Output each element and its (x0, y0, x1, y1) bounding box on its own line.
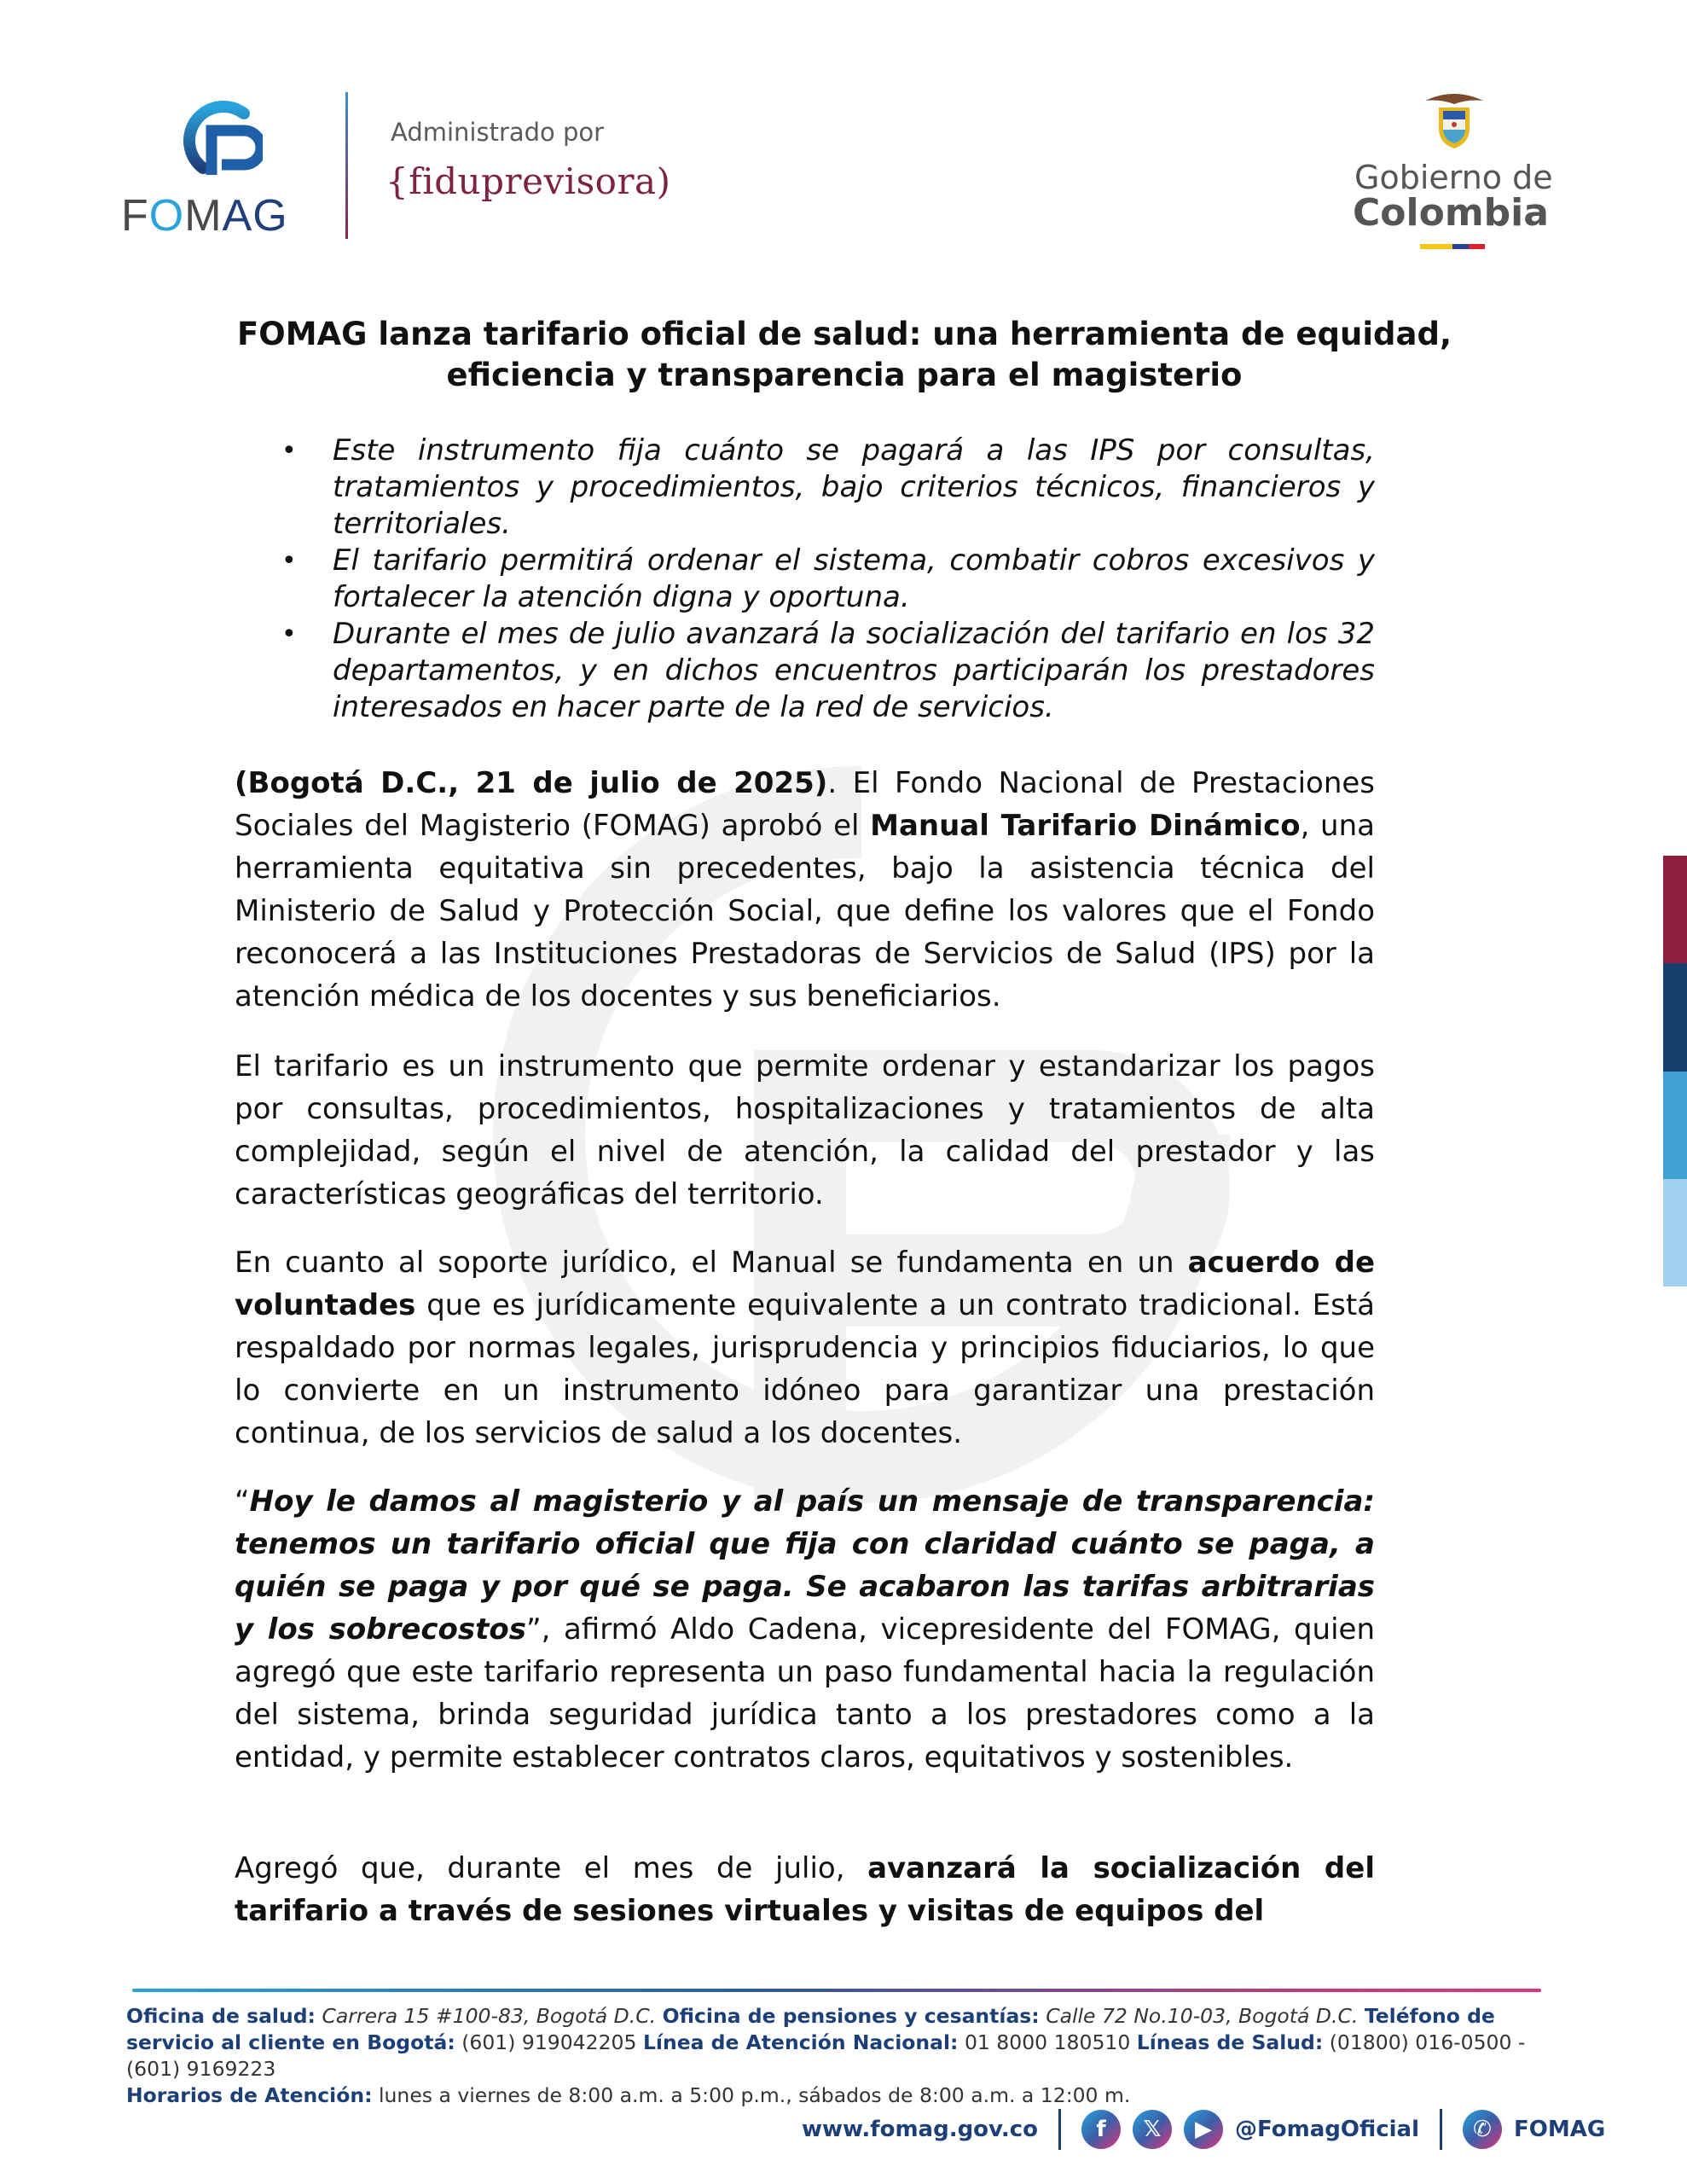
side-bar-light-blue (1663, 1179, 1687, 1287)
bullet-item: • El tarifario permitirá ordenar el sistema, combatir cobros excesivos y fortalecer la atención digna y oportuna. (281, 543, 1375, 616)
text: En cuanto al soporte jurídico, el Manual se fundamenta en un (235, 1246, 1188, 1280)
hours-label: Horarios de Atención: (126, 2083, 373, 2107)
health-office-value: Carrera 15 #100-83, Bogotá D.C. (322, 2004, 657, 2028)
side-color-bar (1663, 856, 1687, 1287)
health-lines-value: (01800) 016-0500 - (601) 9169223 (126, 2030, 1526, 2081)
text: , afirmó Aldo Cadena, vicepresidente del FOMAG, quien agregó que este tarifario representa un paso fundamental hacia la regulación del sistema, brinda seguridad jurídica tanto a los prestadores como a la entidad, y permite establecer contratos claros, equitativos y sostenibles. (235, 1612, 1376, 1774)
national-line-label: Línea de Atención Nacional: (642, 2030, 959, 2054)
side-bar-navy (1663, 963, 1687, 1071)
bold-phrase: acuerdo de voluntades (235, 1246, 1375, 1322)
paragraph-tarifario: El tarifario es un instrumento que permite ordenar y estandarizar los pagos por consultas, procedimientos, hospitalizaciones y tratamientos de alta complejidad, según el nivel de atención, la calidad del prestador y las características geográficas del territorio. (235, 1049, 1375, 1211)
gobierno-colombia-logo (1348, 85, 1569, 256)
open-quote: “ (235, 1484, 250, 1519)
customer-phone-label: Teléfono de servicio al cliente en Bogotá: (126, 2004, 1495, 2054)
administered-by-label: Administrado por (391, 118, 605, 147)
paragraph-intro (235, 762, 1375, 1018)
side-bar-maroon (1663, 856, 1687, 963)
close-quote: ” (525, 1612, 542, 1647)
facebook-icon[interactable]: f (1081, 2110, 1121, 2149)
fiduprevisora-logo: {fiduprevisora) (386, 160, 671, 202)
colombia-flag-bar (1420, 244, 1485, 249)
pensions-office-label: Oficina de pensiones y cesantías: (662, 2004, 1040, 2028)
gov-line2: Colombia (1353, 191, 1549, 235)
x-icon[interactable]: 𝕏 (1133, 2110, 1172, 2149)
text: . El Fondo Nacional de Prestaciones Sociales del Magisterio (FOMAG) aprobó el (235, 766, 1376, 843)
side-bar-blue (1663, 1072, 1687, 1179)
gov-line1: Gobierno de (1354, 159, 1553, 196)
coat-of-arms-icon (1420, 85, 1488, 154)
hours-value: lunes a viernes de 8:00 a.m. a 5:00 p.m., sábados de 8:00 a.m. a 12:00 m. (379, 2083, 1131, 2107)
social-handle[interactable]: @FomagOficial (1235, 2117, 1420, 2142)
fomag-logo-text: FOMAG (121, 191, 288, 241)
paragraph-socialization (235, 1847, 1375, 1932)
paragraph-quote (235, 1480, 1375, 1779)
text: Agregó que, durante el mes de julio, (235, 1851, 868, 1885)
paragraph-legal (235, 1241, 1375, 1455)
footer-contact-info (126, 2003, 1559, 2109)
bullet-item: • Este instrumento fija cuánto se pagará a las IPS por consultas, tratamientos y procedimientos, bajo criterios técnicos, financieros y territoriales. (281, 433, 1375, 543)
website-link[interactable]: www.fomag.gov.co (802, 2117, 1039, 2142)
footer-social-links (802, 2107, 1605, 2152)
text: , una herramienta equitativa sin precedentes, bajo la asistencia técnica del Ministerio de Salud y Protección Social, que define los valores que el Fondo reconocerá a las Instituciones Prestadoras de Servicios de Salud (IPS) por la atención médica de los docentes y sus beneficiarios. (235, 809, 1375, 1014)
youtube-icon[interactable]: ▶ (1184, 2110, 1223, 2149)
whatsapp-icon[interactable]: ✆ (1463, 2110, 1502, 2149)
customer-phone-value: (601) 919042205 (461, 2030, 637, 2054)
footer-divider (132, 1989, 1541, 1992)
article-title: FOMAG lanza tarifario oficial de salud: una herramienta de equidad, eficiencia y transparencia para el magisterio (236, 316, 1452, 393)
fomag-logo (118, 90, 316, 243)
pensions-office-value: Calle 72 No.10-03, Bogotá D.C. (1046, 2004, 1359, 2028)
header-divider (345, 92, 348, 239)
fomag-logo-mark-icon (169, 90, 263, 192)
whatsapp-name[interactable]: FOMAG (1514, 2117, 1606, 2142)
national-line-value: 01 8000 180510 (964, 2030, 1131, 2054)
footer-separator (1058, 2109, 1061, 2150)
bullet-item: • Durante el mes de julio avanzará la socialización del tarifario en los 32 departamentos, y en dichos encuentros participarán los prestadores interesados en hacer parte de la red de servicios. (281, 616, 1375, 726)
health-lines-label: Líneas de Salud: (1136, 2030, 1324, 2054)
dateline: (Bogotá D.C., 21 de julio de 2025) (235, 766, 828, 800)
quote-text: Hoy le damos al magisterio y al país un mensaje de transparencia: tenemos un tarifario oficial que fija con claridad cuánto se paga, a quién se paga y por qué se paga. Se acabaron las tarifas arbitrarias y los sobrecostos (235, 1484, 1375, 1647)
footer-separator (1440, 2109, 1442, 2150)
text: que es jurídicamente equivalente a un contrato tradicional. Está respaldado por normas legales, jurisprudencia y principios fiduciarios, lo que lo convierte en un instrumento idóneo para garantizar una prestación continua, de los servicios de salud a los docentes. (235, 1288, 1375, 1450)
summary-bullets (281, 433, 1375, 726)
health-office-label: Oficina de salud: (126, 2004, 316, 2028)
bold-phrase: avanzará la socialización del tarifario a través de sesiones virtuales y visitas de equipos del (235, 1851, 1375, 1928)
manual-name: Manual Tarifario Dinámico (870, 809, 1301, 843)
